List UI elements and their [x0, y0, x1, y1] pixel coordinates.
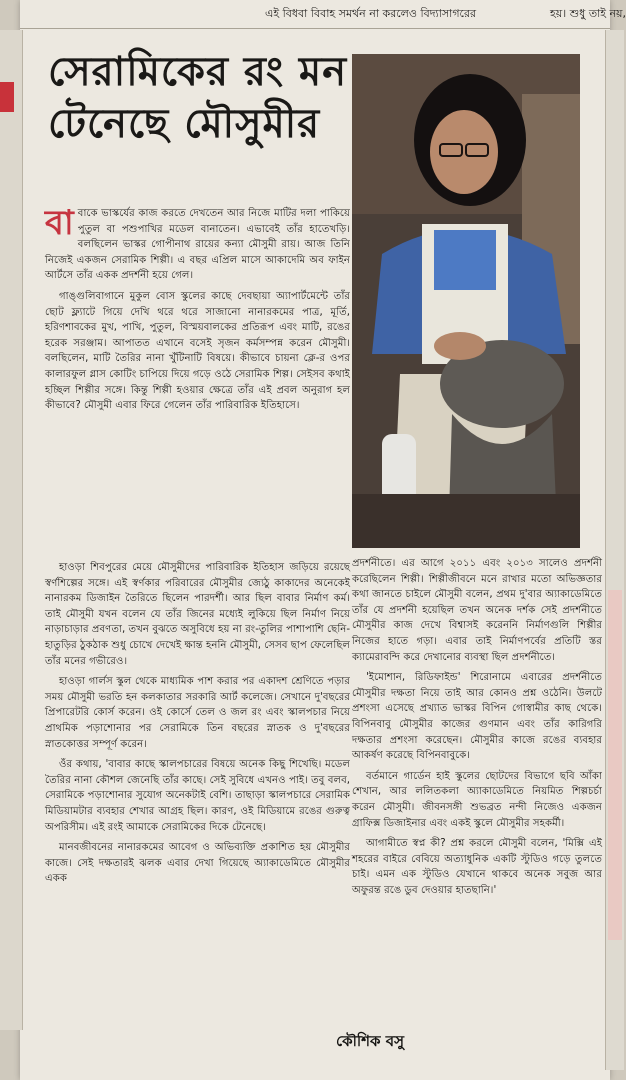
article-column-1-top	[45, 203, 350, 419]
col2-paragraph-1: প্রদর্শনীতে। এর আগে ২০১১ এবং ২০১৩ সালেও প্রদর্শনী করেছিলেন শিল্পী। শিল্পীজীবনে মনে রাখার মতো অভিজ্ঞতার কথা জানতে চাইলে মৌসুমী বলেন, প্রথম দু'বার অ্যাকাডেমিতে তাঁর যে প্রদর্শনী হয়েছিল তখন অনেক দর্শক সেই প্রদর্শনীতে মৌসুমীর কাজ দেখে বিশ্বাসই করেননি নির্মাণগুলি শিল্পীর নিজের হাতে গড়া। এবার তাই নির্মাণপর্বের প্রতিটি স্তর ক্যামেরাবন্দি করে দেখানোর ব্যবস্থা ছিল প্রদর্শনীতে।	[352, 558, 602, 663]
col2-paragraph-2: 'ইমোশান, রিডিফাইন্ড' শিরোনামে এবারের প্রদর্শনীতে মৌসুমীর দক্ষতা নিয়ে তাই আর কোনও প্রশ্ন ওঠেনি। উলটে প্রশংসা এসেছে প্রখ্যাত ভাস্কর বিপিন গোস্বামীর কাছ থেকে। বিপিনবাবু মৌসুমীর কাজের গুণমান এবং তাঁর কারিগরি দক্ষতার প্রশংসা করেছেন। মৌসুমীর কাজে রঙের ব্যবহার আকর্ষণ করেছে বিপিনবাবুকে।	[352, 672, 602, 762]
adjacent-column-left	[0, 30, 23, 1030]
artist-photo	[352, 54, 580, 548]
intro-paragraph	[45, 203, 350, 284]
col2-paragraph-4: আগামীতে স্বপ্ন কী? প্রশ্ন করলে মৌসুমী বলেন, 'মিক্সি এই শহরের বাইরে বেবিয়ে অত্যাধুনিক একটি স্টুডিও গড়ে তুলতে চাই। এমন এক স্টুডিও যেখানে থাকবে অনেক সবুজ আর অফুরন্ত রঙে ডুব দেওয়ার হাতছানি।'	[352, 838, 602, 896]
paragraph-6: মানবজীবনের নানারকমের আবেগ ও অভিব্যক্তি প্রকাশিত হয় মৌসুমীর কাজে। সেই দক্ষতারই ঝলক এবার দেখা গিয়েছে অ্যাকাডেমিতে মৌসুমীর একক	[45, 842, 350, 885]
article-column-1-bottom	[45, 560, 350, 892]
adjacent-column-right	[605, 30, 624, 1070]
col2-paragraph-3: বর্তমানে গার্ডেন হাই স্কুলের ছোটদের বিভাগে ছবি আঁকা শেখান, আর ললিতকলা অ্যাকাডেমিতে নিয়মিত শিল্পচর্চা করেন মৌসুমী। জীবনসঙ্গী শুভব্রত নন্দী নিজেও একজন গ্রাফিক্স ডিজাইনার এবং একই স্কুলে মৌসুমীর সহকর্মী।	[352, 770, 602, 829]
strip-text-right: হয়। শুধু তাই নয়,	[550, 7, 626, 20]
red-marker	[0, 82, 14, 112]
paragraph-5: ওঁর কথায়, 'বাবার কাছে স্কালপচারের বিষয়ে অনেক কিছু শিখেছি। মডেল তৈরির নানা কৌশল জেনেছি তাঁর কাছে। সেই সুবিধে এখনও পাই। তবু বলব, সেরামিকে পড়াশোনার সুযোগ অনেকটাই বেশি। তাছাড়া স্কালপচারে সেরামিক মিডিয়ামটার ব্যবহার শেখার আগ্রহ ছিল। কারণ, ওই মিডিয়ামে রঙের গুরুত্ব অপরিসীম। এই রংই আমাকে সেরামিকের দিকে টেনেছে।	[45, 759, 350, 833]
author-byline: কৌশিক বসু	[336, 1032, 405, 1050]
artist-photo-illustration	[352, 54, 580, 548]
adjacent-photo	[608, 590, 622, 940]
article-column-2	[352, 556, 602, 903]
paragraph-2: গাঙ্গুলিবাগানে মুকুল বোস স্কুলের কাছে দেবছায়া অ্যাপার্টমেন্টে তাঁর ছোট ফ্ল্যাটে গিয়ে দেখি থরে থরে সাজানো নানারকমের পাত্র, মূর্তি, হরিণশাবকের মুখ, পাখি, পুতুল, বিস্ময়বালকের প্রতিরূপ এবং মাটি, রঙের হরেক সরঞ্জাম। আপাতত এখানে বসেই সৃজন কর্মসম্পন্ন করেন মৌসুমী। বলছিলেন, মাটি তৈরির নানা খুঁটিনাটি বিষয়ে। কীভাবে চায়না ক্লে-র ওপর কালারফুল গ্লাস কোটিং চাপিয়ে দিয়ে গড়ে ওঠে সেরামিক শিল্প। সেইসব কথাই হচ্ছিল শিল্পীর সঙ্গে। কিন্তু শিল্পী হওয়ার ক্ষেত্রে তাঁর এই প্রবল অনুরাগ হল কীভাবে? মৌসুমী এবার ফিরে গেলেন তাঁর পারিবারিক ইতিহাসে।	[45, 290, 350, 412]
strip-text-left: এই বিধবা বিবাহ সমর্থন না করলেও বিদ্যাসাগরের	[265, 7, 477, 20]
intro-text: বাকে ভাস্কর্যের কাজ করতে দেখতেন আর নিজে মাটির দলা পাকিয়ে পুতুল বা পশুপাখির মডেল বানাতেন। এভাবেই তাঁর হাতেখড়ি। বলছিলেন ভাস্কর গোপীনাথ রায়ের কন্যা মৌসুমী রায়। আজ তিনি নিজেই একজন সেরামিক শিল্পী। এ বছর এপ্রিল মাসে আকাদেমি অব ফাইন আর্টসে তাঁর একক প্রদর্শনী হয়ে গেল।	[45, 208, 350, 282]
previous-article-strip	[20, 0, 626, 29]
drop-cap: বা	[45, 203, 74, 243]
paragraph-3: হাওড়া শিবপুরের মেয়ে মৌসুমীদের পারিবারিক ইতিহাস জড়িয়ে রয়েছে স্বর্ণশিল্পের সঙ্গে। এই স্বর্ণকার পরিবারের মৌসুমীর জ্যেঠু কাকাদের অনেকেই নানারকম ডিজাইন তৈরিতে ছিলেন পারদর্শী। আর ছিল বাবার নির্মাণ কর্ম। তাই মৌসুমী যখন বলেন যে তাঁর জিনের মধ্যেই লুকিয়ে ছিল নির্মাণ নিয়ে নাড়াচাড়ার প্রবণতা, তখন বুঝতে অসুবিধে হয় না রং-তুলির পাশাপাশি ছেনি-হাতুড়ির ঠুকঠাক শুধু চোখে দেখেই ক্ষান্ত হননি মৌসুমী, সেসব ছাপ ফেলেছিল তাঁর মনের গভীরেও।	[45, 562, 350, 667]
headline-line-2: টেনেছে মৌসুমীর	[48, 100, 321, 147]
headline-line-1: সেরামিকের রং মন	[48, 48, 348, 95]
paragraph-4: হাওড়া গার্লস স্কুল থেকে মাধ্যমিক পাশ করার পর একাদশ শ্রেণিতে পড়ার সময় মৌসুমী ভরতি হন কলকাতার সরকারি আর্ট কলেজে। সেখানে দু'বছরের প্রিপারেটরি কোর্স করেন। ওই কোর্সে তেল ও জল রং এবং স্কালপচার নিয়ে প্রাথমিক পড়াশোনার পর সেরামিকে তিন বছরের স্নাতক ও দু'বছরের স্নাতকোত্তর সম্পূর্ণ করেন।	[45, 676, 350, 750]
article-headline	[48, 46, 378, 150]
